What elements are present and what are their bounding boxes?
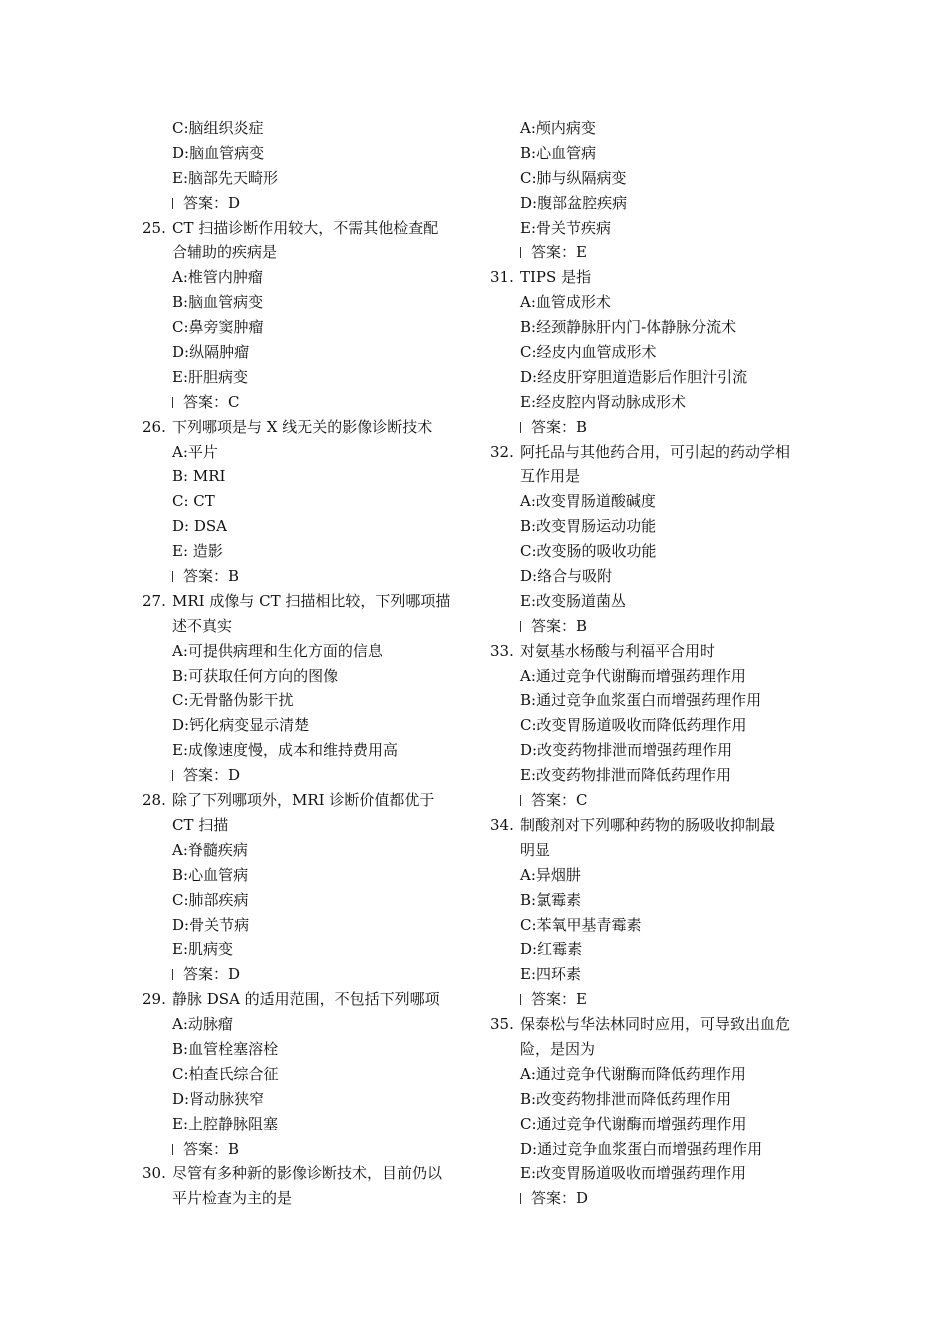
question-number: 35. [490,1015,514,1034]
answer-key: 答案：D [183,766,241,785]
question-line [488,265,818,290]
question-text: 明显 [520,840,551,859]
answer-option: B:经颈静脉肝内门-体静脉分流术 [520,318,737,337]
answer-option: E:肝胆病变 [172,367,249,386]
answer-option: D:骨关节病 [172,915,250,934]
answer-option: C:改变胃肠道吸收而降低药理作用 [520,716,747,735]
question-line [488,1037,818,1062]
answer-option: A:脊髓疾病 [172,840,248,859]
question-block [140,216,470,415]
question-number: 29. [142,990,166,1009]
answer-key: 答案：E [531,243,587,262]
question-line [140,1161,470,1186]
question-line [488,1012,818,1037]
answer-option: E:改变胃肠道吸收而增强药理作用 [520,1164,747,1183]
answer-option: E:骨关节疾病 [520,218,612,237]
question-line [140,1186,470,1211]
answer-option: C:柏查氏综合征 [172,1064,279,1083]
answer-option: B:心血管病 [520,143,597,162]
question-block [140,987,470,1161]
answer-line [488,987,818,1012]
answer-marker-icon [172,571,173,582]
answer-option: B:改变药物排泄而降低药理作用 [520,1089,732,1108]
answer-line [140,191,470,216]
question-number: 28. [142,791,166,810]
question-text: 阿托品与其他药合用，可引起的药动学相 [520,442,791,461]
answer-marker-icon [520,994,521,1005]
answer-option: D: DSA [172,517,227,536]
answer-option: D:改变药物排泄而增强药理作用 [520,741,733,760]
answer-option: B:改变胃肠运动功能 [520,517,657,536]
right-column [488,116,818,1211]
question-text: 静脉 DSA 的适用范围，不包括下列哪项 [172,990,440,1009]
question-line [140,415,470,440]
answer-line [140,390,470,415]
question-line [140,216,470,241]
question-text: 对氨基水杨酸与利福平合用时 [520,641,716,660]
question-block [488,440,818,639]
question-block [140,1161,470,1211]
answer-option: C:脑组织炎症 [172,119,264,137]
answer-option: D:红霉素 [520,940,583,959]
question-line [488,440,818,465]
answer-marker-icon [172,969,173,980]
question-text: 险，是因为 [520,1039,596,1058]
question-line [488,813,818,838]
question-block [488,265,818,439]
question-block [488,813,818,1012]
answer-option: A:动脉瘤 [172,1015,233,1034]
answer-option: B: MRI [172,467,226,486]
answer-line [488,415,818,440]
answer-option: A:椎管内肿瘤 [172,268,263,287]
question-text: 互作用是 [520,467,581,486]
answer-option: E: 造影 [172,542,223,561]
answer-key: 答案：C [531,791,588,810]
answer-marker-icon [520,247,521,258]
answer-line [488,788,818,813]
answer-option: E:肌病变 [172,940,234,959]
answer-line [488,240,818,265]
answer-option: B:血管栓塞溶栓 [172,1039,279,1058]
answer-option: B:心血管病 [172,865,249,884]
answer-option: A:平片 [172,442,218,461]
question-block [140,116,470,216]
answer-marker-icon [172,397,173,408]
answer-marker-icon [520,621,521,632]
answer-key: 答案：E [531,990,587,1009]
answer-option: B:脑血管病变 [172,293,264,312]
question-number: 33. [490,641,514,660]
answer-option: D:脑血管病变 [172,143,265,162]
question-text: 合辅助的疾病是 [172,243,278,262]
answer-line [488,1186,818,1211]
question-number: 26. [142,417,166,436]
question-text: 除了下列哪项外，MRI 诊断价值都优于 [172,791,435,810]
answer-option: A:可提供病理和生化方面的信息 [172,641,383,660]
answer-line [140,763,470,788]
answer-key: 答案：B [531,616,588,635]
answer-key: 答案：D [183,965,241,984]
answer-option: C:经皮内血管成形术 [520,343,657,362]
question-line [488,639,818,664]
answer-option: C: CT [172,492,215,511]
question-block [140,415,470,589]
answer-option: C:无骨骼伪影干扰 [172,691,294,710]
answer-option: C:肺与纵隔病变 [520,168,627,187]
answer-option: B:氯霉素 [520,890,582,909]
answer-option: E:改变药物排泄而降低药理作用 [520,766,732,785]
question-block [488,1012,818,1211]
question-number: 27. [142,591,166,610]
answer-option: C:通过竞争代谢酶而增强药理作用 [520,1114,747,1133]
question-line [488,464,818,489]
question-line [140,614,470,639]
answer-option: D:通过竞争血浆蛋白而增强药理作用 [520,1139,763,1158]
question-text: 制酸剂对下列哪种药物的肠吸收抑制最 [520,815,776,834]
answer-key: 答案：B [531,417,588,436]
answer-key: 答案：B [183,567,240,586]
answer-option: D:络合与吸附 [520,567,613,586]
question-text: 下列哪项是与 X 线无关的影像诊断技术 [172,417,433,436]
answer-option: D:腹部盆腔疾病 [520,193,628,212]
answer-option: D:肾动脉狭窄 [172,1089,265,1108]
question-number: 31. [490,268,514,287]
answer-marker-icon [520,795,521,806]
answer-option: A:通过竞争代谢酶而降低药理作用 [520,1064,746,1083]
question-line [488,838,818,863]
answer-option: A:通过竞争代谢酶而增强药理作用 [520,666,746,685]
answer-option: A:血管成形术 [520,293,611,312]
answer-option: B:可获取任何方向的图像 [172,666,339,685]
question-line [140,589,470,614]
question-block [488,116,818,265]
question-number: 32. [490,442,514,461]
question-block [140,788,470,987]
answer-marker-icon [172,1144,173,1155]
left-column [140,116,470,1211]
answer-option: C:改变肠的吸收功能 [520,542,657,561]
answer-option: C:鼻旁窦肿瘤 [172,318,264,337]
answer-key: 答案：C [183,392,240,411]
question-number: 30. [142,1164,166,1183]
answer-key: 答案：D [531,1189,589,1208]
answer-line [488,614,818,639]
answer-option: B:通过竞争血浆蛋白而增强药理作用 [520,691,762,710]
question-line [140,788,470,813]
question-text: CT 扫描 [172,815,229,834]
question-text: 平片检查为主的是 [172,1189,293,1208]
answer-line [140,564,470,589]
answer-marker-icon [520,1193,521,1204]
question-text: 保泰松与华法林同时应用，可导致出血危 [520,1015,791,1034]
answer-option: A:改变胃肠道酸碱度 [520,492,656,511]
answer-option: E:经皮腔内肾动脉成形术 [520,392,687,411]
answer-marker-icon [172,198,173,209]
answer-option: A:异烟肼 [520,865,581,884]
answer-option: A:颅内病变 [520,119,596,137]
question-line [140,240,470,265]
answer-line [140,1137,470,1162]
question-number: 34. [490,815,514,834]
answer-option: E:四环素 [520,965,582,984]
answer-option: E:上腔静脉阻塞 [172,1114,279,1133]
answer-key: 答案：B [183,1139,240,1158]
question-line [140,813,470,838]
answer-option: E:脑部先天畸形 [172,168,279,187]
question-text: 述不真实 [172,616,233,635]
answer-option: E:成像速度慢，成本和维持费用高 [172,741,399,760]
answer-option: C:肺部疾病 [172,890,249,909]
answer-marker-icon [172,770,173,781]
answer-option: E:改变肠道菌丛 [520,591,627,610]
question-text: MRI 成像与 CT 扫描相比较，下列哪项描 [172,591,451,610]
question-block [140,589,470,788]
question-text: 尽管有多种新的影像诊断技术，目前仍以 [172,1164,443,1183]
answer-key: 答案：D [183,193,241,212]
answer-option: D:钙化病变显示清楚 [172,716,310,735]
question-block [488,639,818,813]
question-number: 25. [142,218,166,237]
question-text: TIPS 是指 [520,268,592,287]
answer-option: D:经皮肝穿胆道造影后作胆汁引流 [520,367,748,386]
question-text: CT 扫描诊断作用较大，不需其他检查配 [172,218,439,237]
answer-line [140,962,470,987]
answer-marker-icon [520,422,521,433]
answer-option: D:纵隔肿瘤 [172,343,250,362]
question-line [140,987,470,1012]
answer-option: C:苯氧甲基青霉素 [520,915,642,934]
